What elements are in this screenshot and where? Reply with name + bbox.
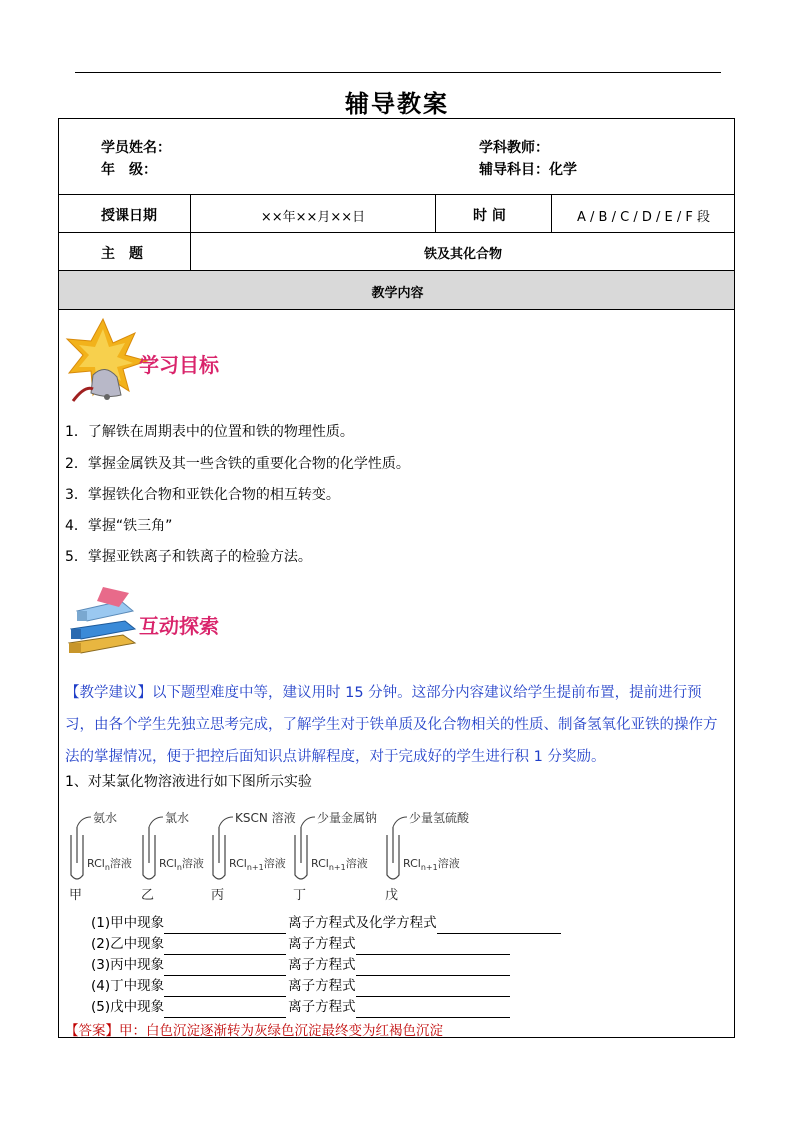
objective-item: 3．掌握铁化合物和亚铁化合物的相互转变。	[65, 487, 340, 503]
objective-item: 2．掌握金属铁及其一些含铁的重要化合物的化学性质。	[65, 456, 410, 472]
objective-item: 1．了解铁在周期表中的位置和铁的物理性质。	[65, 424, 354, 440]
leader-line	[77, 817, 91, 827]
phenomenon-label: (5)戊中现象	[91, 999, 165, 1015]
time-value: A / B / C / D / E / F 段	[577, 210, 710, 225]
answer-row	[91, 934, 563, 955]
equation-label: 离子方程式	[288, 978, 356, 994]
document-title: 辅导教案	[345, 90, 449, 118]
equation-blank[interactable]	[356, 981, 510, 997]
reagent-label: 氯水	[165, 811, 190, 825]
tube-label: 丙	[211, 888, 225, 903]
phenomenon-blank[interactable]	[164, 981, 286, 997]
divider	[59, 232, 734, 233]
divider	[59, 309, 734, 310]
leader-line	[301, 817, 315, 827]
phenomenon-label: (4)丁中现象	[91, 978, 165, 994]
leader-line	[393, 817, 407, 827]
teacher-label: 学科教师：	[479, 140, 549, 156]
divider	[59, 194, 734, 195]
equation-label: 离子方程式及化学方程式	[288, 915, 437, 931]
header-rule	[75, 72, 721, 73]
objective-item: 4．掌握“铁三角”	[65, 518, 173, 534]
objective-item: 5．掌握亚铁离子和铁离子的检验方法。	[65, 549, 312, 565]
student-name-label: 学员姓名：	[101, 140, 171, 156]
equation-label: 离子方程式	[288, 936, 356, 952]
experiment-diagram	[63, 811, 483, 907]
grade-label: 年 级：	[101, 162, 157, 178]
subject-label: 辅导科目：化学	[479, 162, 577, 178]
reagent-label: KSCN 溶液	[235, 811, 296, 825]
tube-label: 甲	[69, 888, 83, 903]
suggestion-tag: 【教学建议】	[65, 685, 152, 701]
phenomenon-label: (1)甲中现象	[91, 915, 165, 931]
answer-tag: 【答案】	[65, 1023, 119, 1039]
phenomenon-blank[interactable]	[164, 960, 286, 976]
answer-row	[91, 913, 563, 934]
solution-label: RCl$_{n+1}$溶液	[229, 857, 286, 872]
explore-banner	[63, 581, 233, 665]
test-tube	[385, 811, 470, 903]
equation-blank[interactable]	[356, 960, 510, 976]
lesson-table	[58, 118, 735, 1038]
suggestion-text: 以下题型难度中等，建议用时 15 分钟。这部分内容建议给学生提前布置，提前进行预习，由各个学生先独立思考完成，了解学生对于铁单质及化合物相关的性质、制备氢氧化亚铁的操作方法的掌握情况，便于把控后面知识点讲解程度，对于完成好的学生进行积 1 分奖励。	[65, 685, 718, 765]
tube-label: 戊	[385, 888, 399, 903]
objectives-banner-text: 学习目标	[139, 353, 219, 377]
reagent-label: 少量氢硫酸	[409, 811, 470, 825]
equation-label: 离子方程式	[288, 957, 356, 973]
answer-text: 甲：白色沉淀逐渐转为灰绿色沉淀最终变为红褐色沉淀	[119, 1023, 443, 1039]
phenomenon-blank[interactable]	[164, 918, 286, 934]
phenomenon-label: (2)乙中现象	[91, 936, 165, 952]
tube-label: 乙	[141, 888, 155, 903]
learning-objectives-banner	[63, 315, 233, 405]
solution-label: RCl$_{n+1}$溶液	[403, 857, 460, 872]
tube-label: 丁	[293, 888, 307, 903]
solution-label: RCl$_n$溶液	[87, 857, 132, 872]
test-tube	[141, 811, 204, 903]
test-tube	[293, 811, 377, 903]
topic-label: 主 题	[101, 246, 143, 262]
question-text: 1、对某氯化物溶液进行如下图所示实验	[65, 774, 312, 790]
reagent-label: 少量金属钠	[317, 811, 378, 825]
answer-row	[91, 976, 563, 997]
equation-blank[interactable]	[356, 1002, 510, 1018]
equation-label: 离子方程式	[288, 999, 356, 1015]
phenomenon-blank[interactable]	[164, 939, 286, 955]
content-header: 教学内容	[371, 286, 424, 301]
test-tube	[211, 811, 296, 903]
leader-line	[149, 817, 163, 827]
bell-icon	[73, 369, 121, 401]
solution-label: RCl$_n$溶液	[159, 857, 204, 872]
answer-line	[65, 1019, 443, 1039]
explore-banner-text: 互动探索	[139, 614, 219, 638]
equation-blank[interactable]	[356, 939, 510, 955]
phenomenon-label: (3)丙中现象	[91, 957, 165, 973]
topic-value: 铁及其化合物	[423, 247, 502, 262]
date-label: 授课日期	[101, 208, 157, 224]
answer-row	[91, 997, 563, 1018]
books-icon	[69, 587, 135, 653]
leader-line	[219, 817, 233, 827]
answer-row	[91, 955, 563, 976]
divider	[435, 194, 436, 232]
answer-rows	[91, 913, 563, 1018]
solution-label: RCl$_{n+1}$溶液	[311, 857, 368, 872]
time-label: 时 间	[473, 208, 506, 224]
test-tube	[69, 811, 132, 903]
phenomenon-blank[interactable]	[164, 1002, 286, 1018]
teaching-suggestion	[65, 677, 730, 773]
date-value: ××年××月××日	[260, 210, 366, 225]
equation-blank[interactable]	[437, 918, 561, 934]
reagent-label: 氨水	[93, 811, 118, 825]
